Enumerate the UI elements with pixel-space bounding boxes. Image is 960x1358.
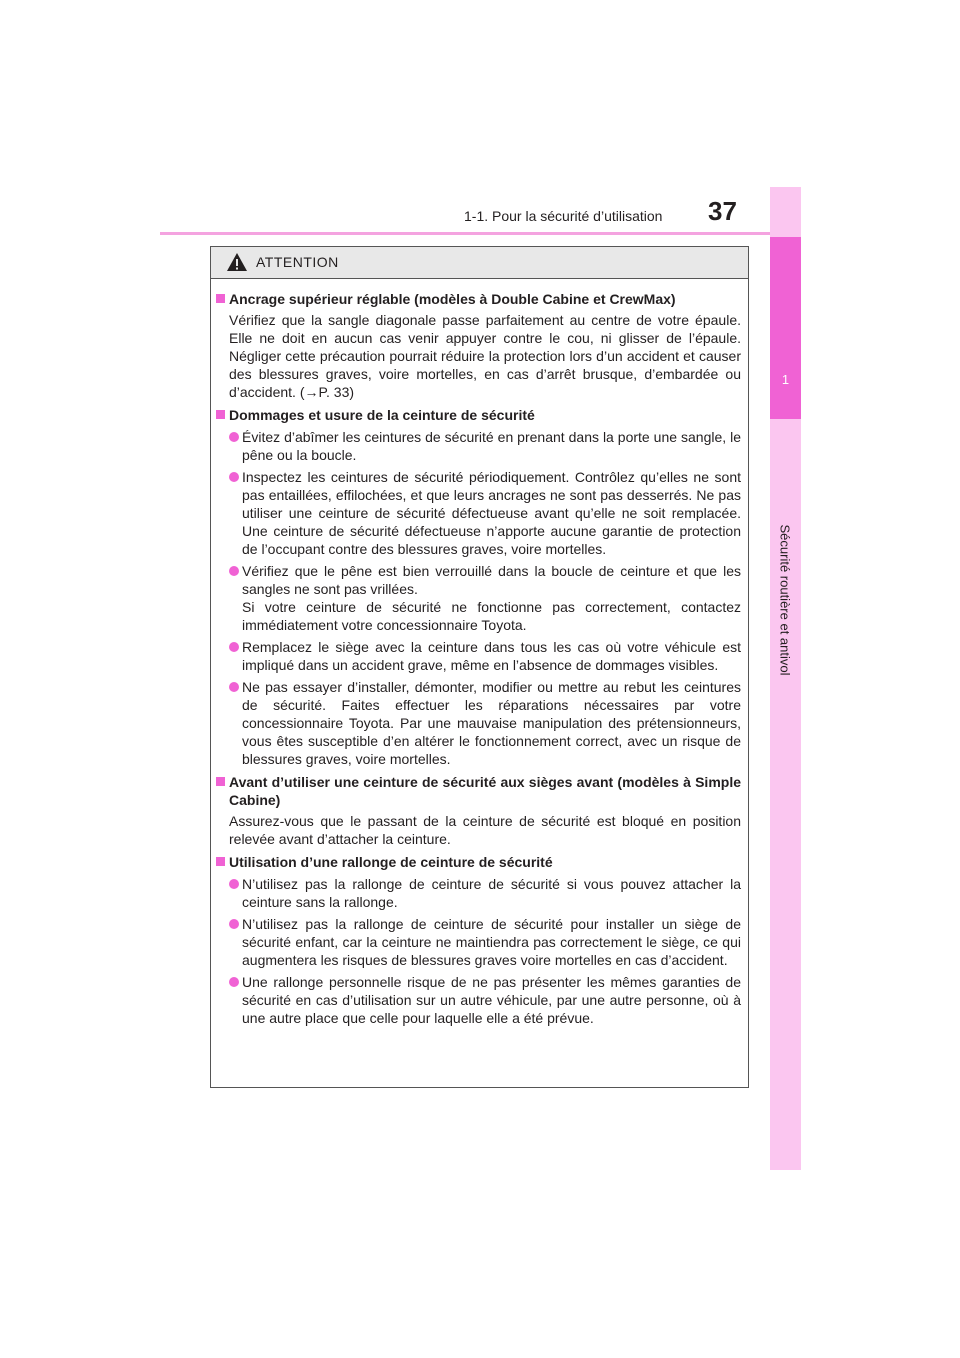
list-item bbox=[216, 678, 741, 768]
list-item bbox=[216, 875, 741, 911]
list-item-text: Si votre ceinture de sécurité ne fonctionne pas correctement, contactez immédiatement votre concessionnaire Toyota. bbox=[242, 599, 741, 633]
round-bullet-icon bbox=[229, 638, 242, 656]
section-heading: Avant d’utiliser une ceinture de sécurité aux sièges avant (modèles à Simple Cabine) bbox=[229, 774, 741, 808]
list-item-text: N’utilisez pas la rallonge de ceinture de sécurité si vous pouvez attacher la ceinture sans la rallonge. bbox=[242, 876, 741, 910]
list-item bbox=[216, 973, 741, 1027]
warning-label: ATTENTION bbox=[256, 254, 339, 270]
page-number: 37 bbox=[708, 196, 737, 226]
round-bullet-icon bbox=[229, 468, 242, 486]
list-item bbox=[216, 428, 741, 464]
section-heading: Ancrage supérieur réglable (modèles à Double Cabine et CrewMax) bbox=[229, 291, 676, 307]
section-belt-damage bbox=[216, 406, 741, 768]
list-item-text: Évitez d’abîmer les ceintures de sécurité en prenant dans la porte une sangle, le pêne ou la boucle. bbox=[242, 429, 741, 463]
list-item-text: Remplacez le siège avec la ceinture dans tous les cas où votre véhicule est impliqué dans un accident grave, même en l’absence de dommages visibles. bbox=[242, 639, 741, 673]
list-item-text: Vérifiez que le pêne est bien verrouillé dans la boucle de ceinture et que les sangles ne sont pas vrillées. bbox=[242, 563, 741, 597]
list-item bbox=[216, 562, 741, 634]
warning-body bbox=[211, 279, 748, 1027]
section-paragraph: Assurez-vous que le passant de la ceinture de sécurité est bloqué en position relevée avant d’attacher la ceinture. bbox=[229, 813, 741, 847]
list-item-text: Une rallonge personnelle risque de ne pas présenter les mêmes garanties de sécurité en cas d’utilisation sur un autre véhicule, par une autre personne, où à une autre place que celle pour laquelle elle a été prévue. bbox=[242, 974, 741, 1026]
list-item bbox=[216, 915, 741, 969]
round-bullet-icon bbox=[229, 915, 242, 933]
square-bullet-icon bbox=[216, 853, 229, 871]
header-rule bbox=[160, 232, 800, 235]
section-belt-extender bbox=[216, 853, 741, 1027]
warning-box bbox=[210, 246, 749, 1088]
section-front-seat-belt bbox=[216, 773, 741, 848]
section-paragraph: Vérifiez que la sangle diagonale passe parfaitement au centre de votre épaule. Elle ne doit en aucun cas venir appuyer contre le cou, ni glisser de l’épaule. Négliger cette précaution pourrait réduire la protection lors d’un accident et causer des blessures graves, voire mortelles, en cas d’arrêt brusque, d’embardée ou d’accident. (→P. 33) bbox=[229, 312, 741, 400]
section-adjustable-anchor bbox=[216, 290, 741, 401]
round-bullet-icon bbox=[229, 875, 242, 893]
round-bullet-icon bbox=[229, 428, 242, 446]
chapter-tab-marker bbox=[770, 237, 801, 419]
chapter-title: Sécurité routière et antivol bbox=[777, 524, 793, 676]
round-bullet-icon bbox=[229, 678, 242, 696]
round-bullet-icon bbox=[229, 973, 242, 991]
warning-triangle-icon bbox=[226, 252, 248, 272]
list-item bbox=[216, 638, 741, 674]
list-item-text: Ne pas essayer d’installer, démonter, modifier ou mettre au rebut les ceintures de sécurité. Faites effectuer les réparations nécessaires par votre concessionnaire Toyota. Par une mauvaise manipulation des prétensionneurs, vous êtes susceptible d’en altérer le fonctionnement correct, avec un risque de blessures graves, voire mortelles. bbox=[242, 679, 741, 767]
list-item-text: N’utilisez pas la rallonge de ceinture de sécurité pour installer un siège de sécurité enfant, car la ceinture ne maintiendra pas correctement le siège, ce qui augmentera les risques de blessures graves voire mortelles en cas d’accident. bbox=[242, 916, 741, 968]
list-item bbox=[216, 468, 741, 558]
square-bullet-icon bbox=[216, 773, 229, 791]
round-bullet-icon bbox=[229, 562, 242, 580]
chapter-number: 1 bbox=[781, 372, 790, 387]
list-item-text: Inspectez les ceintures de sécurité périodiquement. Contrôlez qu’elles ne sont pas entaillées, effilochées, et que leurs ancrages ne sont pas desserrés. Ne pas utiliser une ceinture de sécurité défectueuse avant qu’elle ne soit remplacée. Une ceinture de sécurité défectueuse n’apporte aucune garantie de protection de l’occupant contre des blessures graves, voire mortelles. bbox=[242, 469, 741, 557]
warning-header bbox=[211, 247, 748, 279]
section-heading: Dommages et usure de la ceinture de sécurité bbox=[229, 407, 535, 423]
section-title: 1-1. Pour la sécurité d’utilisation bbox=[464, 208, 663, 224]
square-bullet-icon bbox=[216, 290, 229, 308]
square-bullet-icon bbox=[216, 406, 229, 424]
section-heading: Utilisation d’une rallonge de ceinture de sécurité bbox=[229, 854, 553, 870]
